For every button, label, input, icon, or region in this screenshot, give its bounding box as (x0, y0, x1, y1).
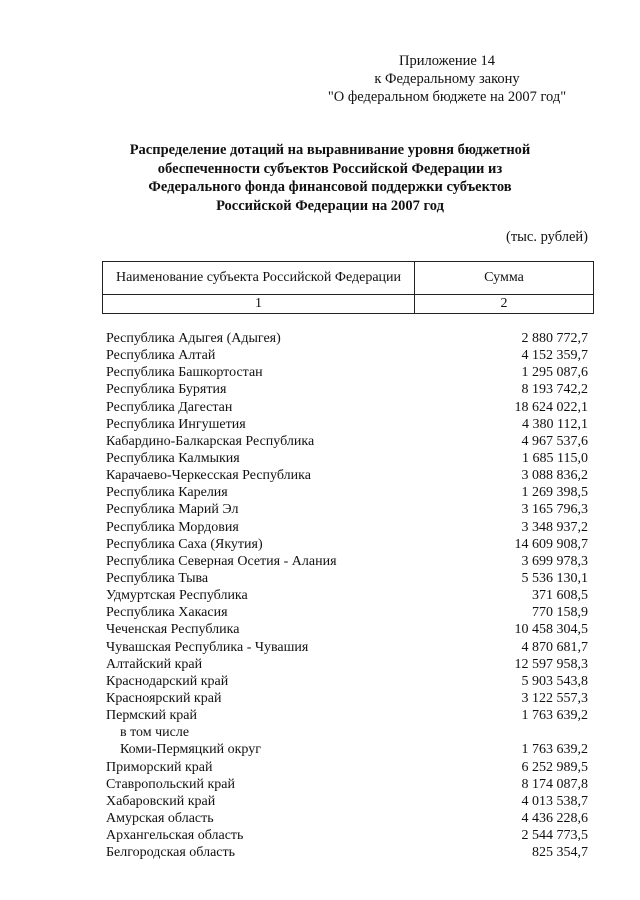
subject-name: Краснодарский край (106, 673, 229, 689)
appendix-reference (300, 52, 594, 106)
subject-sum: 4 380 112,1 (522, 416, 588, 432)
document-title (100, 141, 560, 215)
subject-sum: 3 122 557,3 (521, 690, 588, 706)
appendix-law-name: "О федеральном бюджете на 2007 год" (327, 89, 567, 105)
subject-name: Амурская область (106, 810, 214, 826)
subject-sum: 6 252 989,5 (521, 759, 588, 775)
column-number-1: 1 (103, 295, 415, 314)
subject-sum: 8 174 087,8 (521, 776, 588, 792)
subject-sum: 1 763 639,2 (521, 742, 588, 758)
subject-name: Республика Адыгея (Адыгея) (106, 331, 281, 346)
table-row (106, 347, 588, 364)
subject-name: Республика Дагестан (106, 399, 233, 415)
subject-sum: 1 295 087,6 (521, 365, 588, 381)
subject-sum: 5 536 130,1 (521, 570, 588, 586)
subject-name: Республика Тыва (106, 570, 209, 586)
subject-sum: 2 544 773,5 (521, 828, 588, 844)
table-row (106, 519, 588, 536)
table-row (106, 381, 588, 398)
subject-name: Республика Ингушетия (106, 416, 246, 432)
units-label: (тыс. рублей) (506, 229, 588, 245)
subject-sum: 2 880 772,7 (521, 331, 588, 346)
subject-sum: 770 158,9 (532, 605, 588, 621)
table-row (106, 690, 588, 707)
table-row (106, 330, 588, 347)
subject-sum: 14 609 908,7 (514, 536, 588, 552)
subject-name: в том числе (120, 725, 190, 741)
table-row (106, 484, 588, 501)
subject-name: Пермский край (106, 708, 197, 724)
subjects-list (106, 330, 588, 861)
table-row (106, 416, 588, 433)
subject-name: Чувашская Республика - Чувашия (106, 639, 309, 655)
table-row (106, 621, 588, 638)
subject-name: Чеченская Республика (106, 622, 240, 638)
subject-sum: 825 354,7 (532, 845, 588, 861)
table-row (106, 827, 588, 844)
table-row (106, 724, 588, 741)
table-row (106, 536, 588, 553)
subject-sum: 10 458 304,5 (514, 622, 588, 638)
table-row (106, 810, 588, 827)
table-header (102, 261, 594, 314)
table-row (106, 587, 588, 604)
subject-name: Республика Карелия (106, 485, 228, 501)
subject-sum: 5 903 543,8 (521, 673, 588, 689)
subject-name: Республика Хакасия (106, 605, 228, 621)
table-row (106, 759, 588, 776)
subject-name: Республика Марий Эл (106, 502, 239, 518)
table-row (106, 604, 588, 621)
subject-name: Республика Башкортостан (106, 365, 263, 381)
subject-name: Республика Калмыкия (106, 450, 240, 466)
table-row (106, 741, 588, 758)
subject-sum: 1 763 639,2 (521, 708, 588, 724)
subject-name: Коми-Пермяцкий округ (120, 742, 261, 758)
subject-sum: 8 193 742,2 (521, 382, 588, 398)
column-number-2: 2 (415, 295, 594, 314)
table-row (106, 433, 588, 450)
subject-sum: 4 436 228,6 (521, 810, 588, 826)
subject-name: Красноярский край (106, 690, 222, 706)
subject-sum: 12 597 958,3 (514, 656, 588, 672)
column-header-name: Наименование субъекта Российской Федерации (103, 262, 415, 295)
table-row (106, 553, 588, 570)
table-row (106, 450, 588, 467)
table-row (106, 467, 588, 484)
subject-name: Республика Северная Осетия - Алания (106, 553, 337, 569)
subject-sum: 4 870 681,7 (521, 639, 588, 655)
title-line-3: Федерального фонда финансовой поддержки субъектов (148, 179, 512, 195)
table-row (106, 656, 588, 673)
subject-sum: 371 608,5 (532, 588, 588, 604)
subject-sum: 3 348 937,2 (521, 519, 588, 535)
table-row (106, 776, 588, 793)
subject-name: Приморский край (106, 759, 213, 775)
subject-name: Карачаево-Черкесская Республика (106, 468, 311, 484)
subject-name: Архангельская область (106, 828, 244, 844)
subject-name: Белгородская область (106, 845, 236, 861)
subject-sum: 1 685 115,0 (522, 450, 588, 466)
title-line-2: обеспеченности субъектов Российской Федерации из (157, 160, 503, 177)
table-row (106, 793, 588, 810)
table-row (106, 501, 588, 518)
appendix-law-ref: к Федеральному закону (374, 71, 520, 87)
subject-sum: 4 152 359,7 (521, 348, 588, 364)
subject-sum: 1 269 398,5 (521, 485, 588, 501)
subject-sum: 3 088 836,2 (521, 468, 588, 484)
subject-sum: 3 699 978,3 (521, 553, 588, 569)
subject-name: Хабаровский край (106, 793, 216, 809)
table-row (106, 570, 588, 587)
subject-name: Республика Бурятия (106, 382, 227, 398)
subject-sum: 4 967 537,6 (521, 433, 588, 449)
subject-sum: 4 013 538,7 (521, 793, 588, 809)
title-line-4: Российской Федерации на 2007 год (216, 197, 444, 214)
subject-name: Республика Мордовия (106, 519, 239, 535)
table-row (106, 707, 588, 724)
subject-name: Алтайский край (106, 656, 203, 672)
column-header-sum: Сумма (415, 262, 594, 295)
table-row (106, 639, 588, 656)
table-row (106, 364, 588, 381)
table-row (106, 673, 588, 690)
table-row (106, 399, 588, 416)
subject-name: Кабардино-Балкарская Республика (106, 433, 315, 449)
subject-name: Ставропольский край (106, 776, 235, 792)
subject-sum: 18 624 022,1 (514, 399, 588, 415)
title-line-1: Распределение дотаций на выравнивание уровня бюджетной (129, 142, 531, 158)
table-row (106, 844, 588, 861)
appendix-number: Приложение 14 (399, 53, 495, 69)
subject-sum: 3 165 796,3 (521, 502, 588, 518)
subject-name: Удмуртская Республика (106, 588, 248, 604)
subject-name: Республика Алтай (106, 348, 216, 364)
subject-name: Республика Саха (Якутия) (106, 536, 263, 552)
